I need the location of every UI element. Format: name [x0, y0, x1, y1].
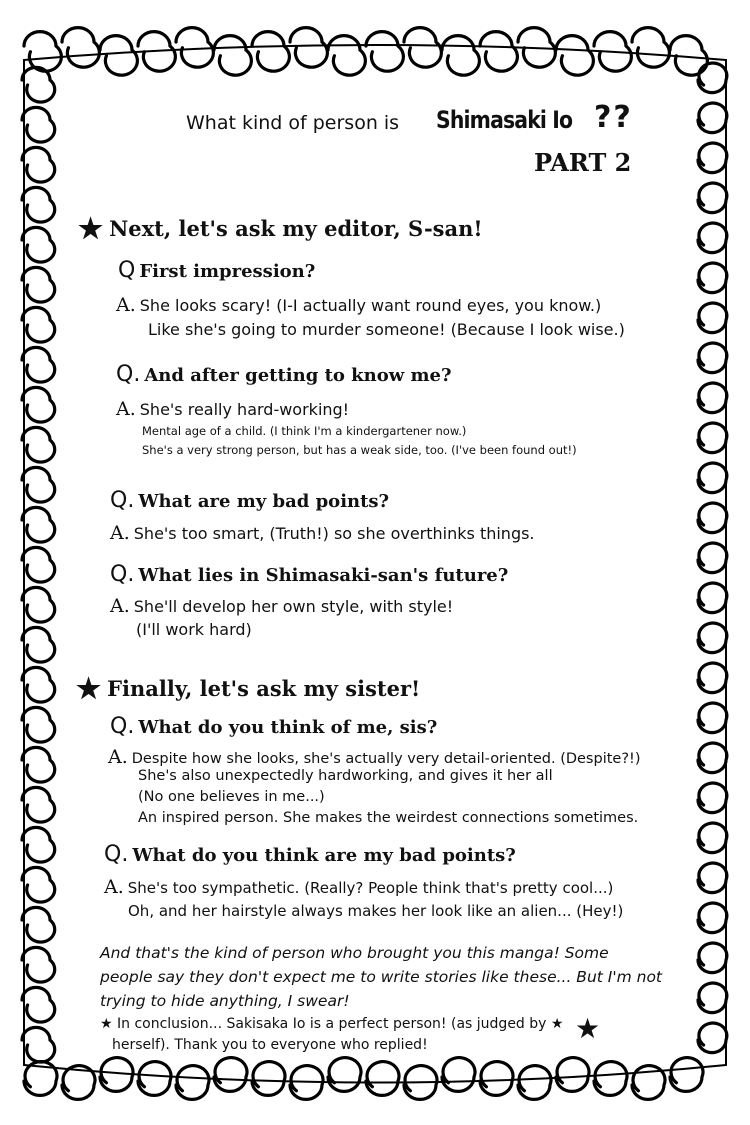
border-loop [698, 183, 727, 213]
border-loop [22, 347, 55, 382]
border-loop [214, 1058, 247, 1092]
border-loop [442, 36, 479, 76]
closing-line: And that's the kind of person who brought you this manga! Some [100, 944, 609, 962]
border-loop [698, 303, 727, 333]
border-loop [698, 343, 727, 373]
border-loop [22, 787, 55, 822]
border-loop [698, 943, 727, 973]
q-marker: Q [118, 258, 136, 283]
border-loop [22, 587, 55, 622]
answer-future [110, 595, 453, 617]
border-loop [22, 107, 55, 142]
border-loop [22, 867, 55, 902]
border-loop [698, 263, 727, 293]
border-loop [252, 32, 289, 72]
a-marker: A. [108, 746, 128, 768]
border-loop [698, 103, 727, 133]
border-loop [22, 187, 55, 222]
title-question-marks: ?? [594, 100, 633, 135]
border-loop [698, 463, 727, 493]
answer-line: Like she's going to murder someone! (Because I look wise.) [148, 320, 625, 339]
border-loop [698, 583, 727, 613]
answer-text: She'll develop her own style, with style! [133, 597, 454, 616]
border-loop [24, 32, 61, 72]
a-marker: A. [116, 294, 136, 316]
answer-line: She's a very strong person, but has a weak side, too. (I've been found out!) [142, 443, 577, 457]
border-loop [22, 227, 55, 262]
conclusion-line: ★ In conclusion... Sakisaka Io is a perfect person! (as judged by ★ [100, 1016, 564, 1032]
a-marker: A. [110, 595, 130, 617]
question-think-of-me [110, 714, 437, 739]
answer-text: She's really hard-working! [139, 400, 350, 419]
border-loop [176, 1066, 209, 1100]
border-loop [698, 423, 727, 453]
answer-think-of-me [108, 746, 641, 768]
answer-text: She's too sympathetic. (Really? People think that's pretty cool...) [127, 879, 614, 897]
border-loop [22, 627, 55, 662]
border-loop [698, 663, 727, 693]
answer-after-knowing [116, 398, 349, 420]
border-loop [22, 947, 55, 982]
a-marker: A. [116, 398, 136, 420]
answer-bad-points-sis [104, 876, 613, 898]
border-loop [22, 507, 55, 542]
q-marker: Q. [104, 842, 129, 867]
border-loop [698, 983, 727, 1013]
border-loop [328, 36, 365, 76]
section-heading-text: Next, let's ask my editor, S-san! [109, 216, 483, 241]
border-loop [698, 623, 727, 653]
border-loop [698, 743, 727, 773]
border-loop [518, 1066, 551, 1100]
border-loop [22, 147, 55, 182]
border-loop [698, 703, 727, 733]
border-loop [404, 28, 441, 68]
border-loop [698, 823, 727, 853]
border-loop [556, 36, 593, 76]
border-loop [480, 32, 517, 72]
answer-line: An inspired person. She makes the weirdest connections sometimes. [138, 810, 639, 826]
q-marker: Q. [116, 362, 141, 387]
border-loop [698, 383, 727, 413]
question-text: What lies in Shimasaki-san's future? [138, 565, 509, 586]
question-future [110, 562, 508, 587]
border-loop [22, 987, 55, 1022]
question-text: What are my bad points? [138, 491, 390, 512]
border-loop [698, 903, 727, 933]
closing-line: trying to hide anything, I swear! [100, 992, 350, 1010]
answer-line: Oh, and her hairstyle always makes her look like an alien... (Hey!) [128, 902, 624, 920]
border-loop [22, 467, 55, 502]
answer-text: She's too smart, (Truth!) so she overthinks things. [133, 524, 535, 543]
border-loop [698, 143, 727, 173]
answer-text: She looks scary! (I-I actually want round eyes, you know.) [139, 296, 602, 315]
border-loop [698, 863, 727, 893]
star-icon: ★ [78, 212, 104, 245]
border-loop [22, 827, 55, 862]
question-first-impression [118, 258, 315, 283]
border-loop [22, 1027, 55, 1062]
answer-bad-points [110, 522, 535, 544]
border-loop [698, 543, 727, 573]
border-loop [22, 547, 55, 582]
border-loop [328, 1058, 361, 1092]
border-loop [214, 36, 251, 76]
answer-line: She's also unexpectedly hardworking, and gives it her all [138, 768, 553, 784]
q-marker: Q. [110, 488, 135, 513]
answer-text: Despite how she looks, she's actually very detail-oriented. (Despite?!) [131, 751, 641, 767]
answer-line: (I'll work hard) [136, 620, 252, 639]
border-loop [22, 667, 55, 702]
question-after-knowing [116, 362, 452, 387]
border-loop [22, 387, 55, 422]
border-loop [138, 1062, 171, 1096]
conclusion-line: herself). Thank you to everyone who replied! [112, 1037, 428, 1053]
border-loop [670, 1058, 703, 1092]
border-loop [698, 223, 727, 253]
answer-line: (No one believes in me...) [138, 789, 325, 805]
border-loop [100, 36, 137, 76]
border-loop [698, 783, 727, 813]
border-loop [22, 907, 55, 942]
border-loop [698, 503, 727, 533]
border-loop [366, 32, 403, 72]
border-loop [62, 28, 99, 68]
question-text: What do you think of me, sis? [138, 717, 438, 738]
answer-first-impression [116, 294, 601, 316]
question-text: And after getting to know me? [144, 365, 452, 386]
border-loop [22, 707, 55, 742]
a-marker: A. [110, 522, 130, 544]
border-loop [698, 1023, 727, 1053]
q-marker: Q. [110, 562, 135, 587]
border-loop [252, 1062, 285, 1096]
border-loop [698, 63, 727, 93]
page-title-prefix: What kind of person is [186, 112, 400, 134]
star-icon: ★ [76, 672, 102, 705]
answer-line: Mental age of a child. (I think I'm a kindergartener now.) [142, 424, 467, 438]
border-loop [556, 1058, 589, 1092]
question-text: What do you think are my bad points? [132, 845, 516, 866]
author-name-logo: Shimasaki Io [436, 106, 573, 134]
border-loop [632, 28, 669, 68]
a-marker: A. [104, 876, 124, 898]
question-text: First impression? [139, 261, 316, 282]
closing-line: people say they don't expect me to write stories like these... But I'm not [100, 968, 663, 986]
end-star-icon: ★ [575, 1012, 601, 1045]
border-loop [22, 267, 55, 302]
border-loop [290, 28, 327, 68]
border-loop [22, 67, 55, 102]
question-bad-points-sis [104, 842, 516, 867]
question-bad-points [110, 488, 389, 513]
border-loop [22, 747, 55, 782]
part-label: PART 2 [534, 148, 632, 177]
border-loop [480, 1062, 513, 1096]
section-heading-sister [76, 672, 420, 705]
section-heading-text: Finally, let's ask my sister! [107, 676, 421, 701]
section-heading-editor [78, 212, 483, 245]
border-loop [176, 28, 213, 68]
border-loop [594, 1062, 627, 1096]
q-marker: Q. [110, 714, 135, 739]
border-loop [366, 1062, 399, 1096]
border-loop [22, 307, 55, 342]
border-loop [442, 1058, 475, 1092]
border-loop [22, 427, 55, 462]
